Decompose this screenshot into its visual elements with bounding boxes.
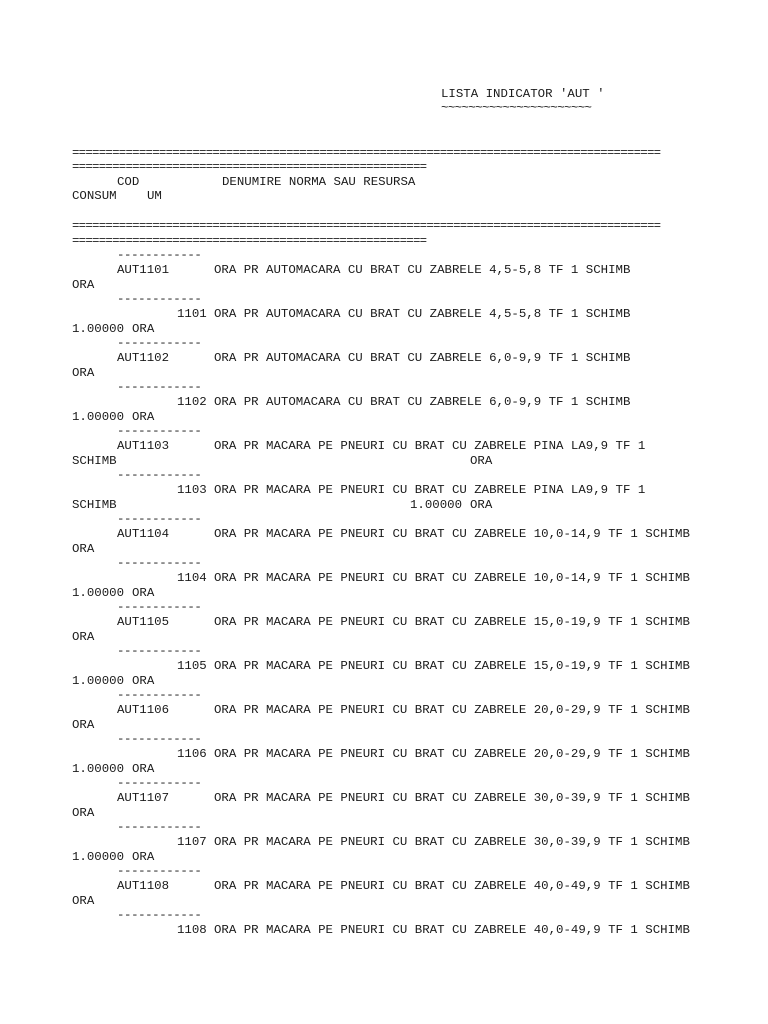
separator-line: ------------ <box>117 424 202 438</box>
indicator-description: ORA PR MACARA PE PNEURI CU BRAT CU ZABRELE 20,0-29,9 TF 1 SCHIMB <box>214 703 690 717</box>
resource-code: 1104 <box>177 571 207 585</box>
resource-code: 1105 <box>177 659 207 673</box>
indicator-code: AUT1101 <box>117 263 170 277</box>
resource-consum: 1.00000 <box>72 586 125 600</box>
separator-line: ------------ <box>117 820 202 834</box>
resource-description: ORA PR AUTOMACARA CU BRAT CU ZABRELE 4,5-5,8 TF 1 SCHIMB <box>214 307 631 321</box>
resource-code: 1108 <box>177 923 207 937</box>
indicator-um: ORA <box>72 366 95 380</box>
resource-code: 1101 <box>177 307 207 321</box>
indicator-um: ORA <box>72 806 95 820</box>
separator-line: ------------ <box>117 732 202 746</box>
indicator-code: AUT1102 <box>117 351 170 365</box>
indicator-description-wrap: SCHIMB <box>72 454 117 468</box>
resource-description: ORA PR MACARA PE PNEURI CU BRAT CU ZABRELE 30,0-39,9 TF 1 SCHIMB <box>214 835 690 849</box>
indicator-code: AUT1104 <box>117 527 170 541</box>
header-rule-top: ======================================================================================== <box>72 147 661 160</box>
indicator-um: ORA <box>72 630 95 644</box>
separator-line: ------------ <box>117 864 202 878</box>
separator-line: ------------ <box>117 688 202 702</box>
header-rule-bottom-continued: ===================================================== <box>72 235 427 248</box>
indicator-description: ORA PR MACARA PE PNEURI CU BRAT CU ZABRELE 15,0-19,9 TF 1 SCHIMB <box>214 615 690 629</box>
separator-line: ------------ <box>117 292 202 306</box>
indicator-code: AUT1105 <box>117 615 170 629</box>
resource-code: 1102 <box>177 395 207 409</box>
indicator-code: AUT1106 <box>117 703 170 717</box>
resource-consum: 1.00000 <box>72 322 125 336</box>
resource-consum: 1.00000 <box>410 498 463 512</box>
indicator-description: ORA PR MACARA PE PNEURI CU BRAT CU ZABRELE PINA LA9,9 TF 1 <box>214 439 646 453</box>
indicator-description: ORA PR AUTOMACARA CU BRAT CU ZABRELE 4,5-5,8 TF 1 SCHIMB <box>214 263 631 277</box>
separator-line: ------------ <box>117 468 202 482</box>
separator-line: ------------ <box>117 908 202 922</box>
resource-description-wrap: SCHIMB <box>72 498 117 512</box>
indicator-code: AUT1107 <box>117 791 170 805</box>
separator-line: ------------ <box>117 248 202 262</box>
resource-description: ORA PR MACARA PE PNEURI CU BRAT CU ZABRELE 20,0-29,9 TF 1 SCHIMB <box>214 747 690 761</box>
resource-description: ORA PR MACARA PE PNEURI CU BRAT CU ZABRELE PINA LA9,9 TF 1 <box>214 483 646 497</box>
resource-description: ORA PR AUTOMACARA CU BRAT CU ZABRELE 6,0-9,9 TF 1 SCHIMB <box>214 395 631 409</box>
separator-line: ------------ <box>117 600 202 614</box>
resource-description: ORA PR MACARA PE PNEURI CU BRAT CU ZABRELE 15,0-19,9 TF 1 SCHIMB <box>214 659 690 673</box>
indicator-code: AUT1108 <box>117 879 170 893</box>
header-rule-top-continued: ===================================================== <box>72 161 427 174</box>
column-header-denumire: DENUMIRE NORMA SAU RESURSA <box>222 175 416 189</box>
resource-code: 1106 <box>177 747 207 761</box>
indicator-um: ORA <box>470 454 493 468</box>
separator-line: ------------ <box>117 512 202 526</box>
separator-line: ------------ <box>117 336 202 350</box>
indicator-um: ORA <box>72 542 95 556</box>
resource-um: ORA <box>132 322 155 336</box>
indicator-description: ORA PR MACARA PE PNEURI CU BRAT CU ZABRELE 30,0-39,9 TF 1 SCHIMB <box>214 791 690 805</box>
indicator-um: ORA <box>72 278 95 292</box>
resource-description: ORA PR MACARA PE PNEURI CU BRAT CU ZABRELE 10,0-14,9 TF 1 SCHIMB <box>214 571 690 585</box>
title-underline: ~~~~~~~~~~~~~~~~~~~~~~ <box>441 101 592 115</box>
resource-code: 1103 <box>177 483 207 497</box>
resource-code: 1107 <box>177 835 207 849</box>
indicator-description: ORA PR MACARA PE PNEURI CU BRAT CU ZABRELE 40,0-49,9 TF 1 SCHIMB <box>214 879 690 893</box>
resource-um: ORA <box>132 762 155 776</box>
indicator-description: ORA PR AUTOMACARA CU BRAT CU ZABRELE 6,0-9,9 TF 1 SCHIMB <box>214 351 631 365</box>
resource-consum: 1.00000 <box>72 762 125 776</box>
indicator-um: ORA <box>72 718 95 732</box>
resource-description: ORA PR MACARA PE PNEURI CU BRAT CU ZABRELE 40,0-49,9 TF 1 SCHIMB <box>214 923 690 937</box>
resource-consum: 1.00000 <box>72 850 125 864</box>
column-header-um: UM <box>147 189 162 203</box>
resource-um: ORA <box>132 674 155 688</box>
separator-line: ------------ <box>117 644 202 658</box>
indicator-code: AUT1103 <box>117 439 170 453</box>
resource-consum: 1.00000 <box>72 674 125 688</box>
indicator-description: ORA PR MACARA PE PNEURI CU BRAT CU ZABRELE 10,0-14,9 TF 1 SCHIMB <box>214 527 690 541</box>
resource-consum: 1.00000 <box>72 410 125 424</box>
indicator-um: ORA <box>72 894 95 908</box>
resource-um: ORA <box>470 498 493 512</box>
resource-um: ORA <box>132 586 155 600</box>
header-rule-bottom: ======================================================================================== <box>72 220 661 233</box>
resource-um: ORA <box>132 410 155 424</box>
column-header-cod: COD <box>117 175 140 189</box>
separator-line: ------------ <box>117 380 202 394</box>
document-title: LISTA INDICATOR 'AUT ' <box>441 87 605 101</box>
separator-line: ------------ <box>117 776 202 790</box>
column-header-consum: CONSUM <box>72 189 117 203</box>
resource-um: ORA <box>132 850 155 864</box>
separator-line: ------------ <box>117 556 202 570</box>
